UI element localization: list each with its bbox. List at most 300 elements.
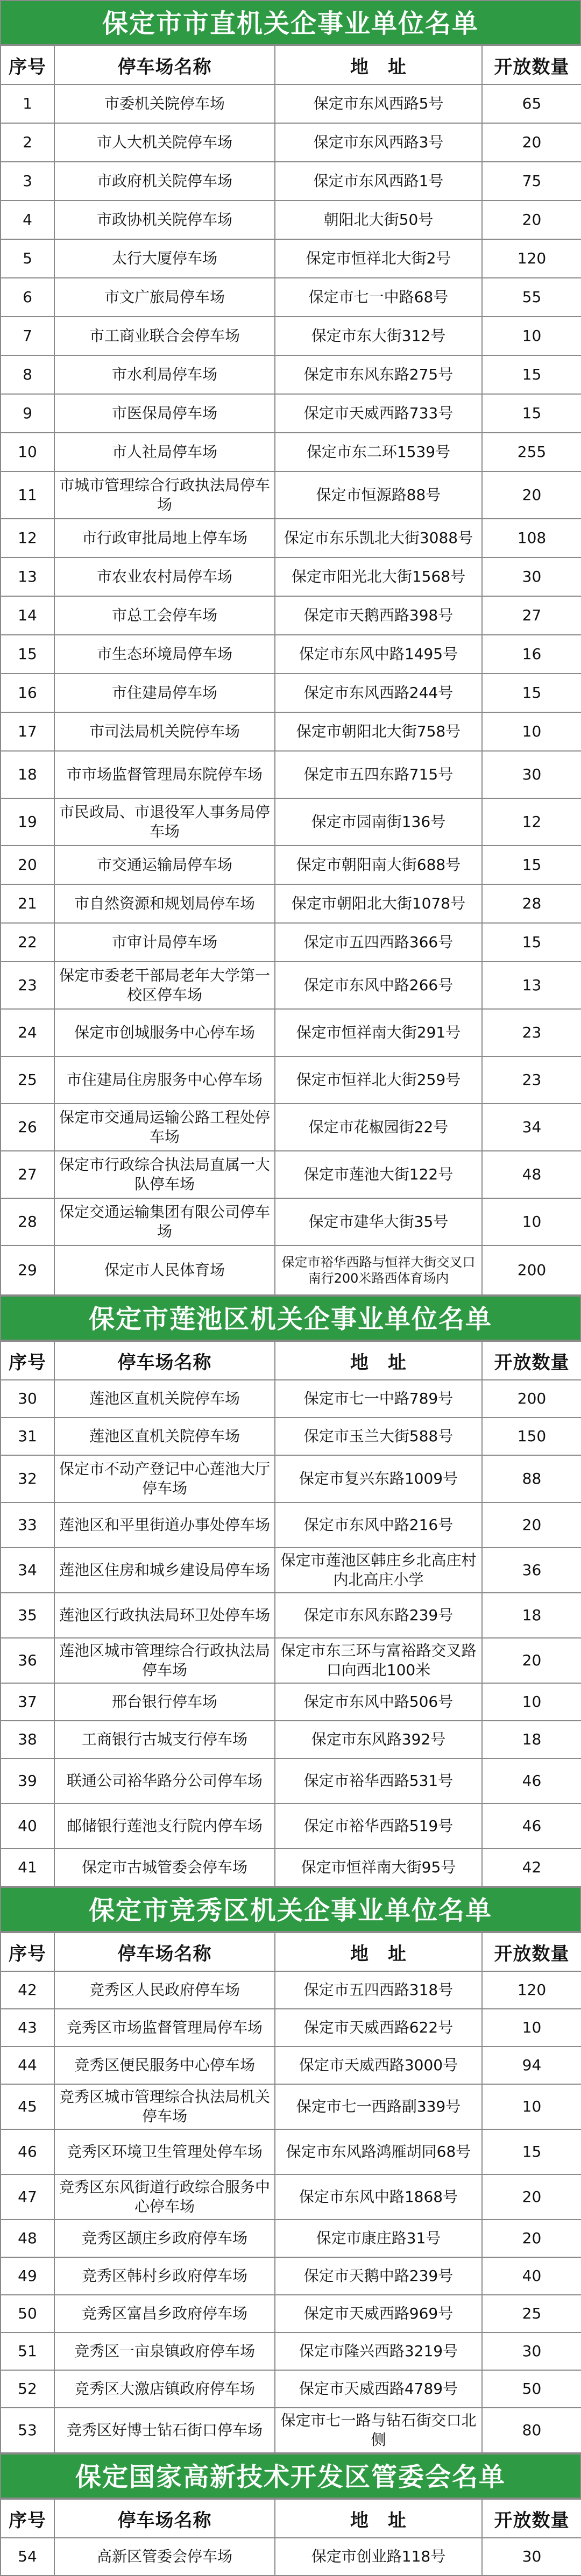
column-header-no: 序号 (1, 1933, 54, 1971)
parking-lot-address: 保定市恒祥南大街95号 (275, 1849, 482, 1886)
parking-lot-name: 竞秀区东风街道行政综合服务中心停车场 (54, 2174, 275, 2220)
table-row (1, 2408, 581, 2453)
table-row (1, 433, 581, 471)
table-row (1, 2047, 581, 2084)
column-header-no: 序号 (1, 2499, 54, 2538)
header-row (1, 1933, 581, 1971)
column-header-address: 地 址 (275, 2499, 482, 2538)
row-number: 22 (1, 923, 54, 962)
parking-lot-name: 保定市交通局运输公路工程处停车场 (54, 1104, 275, 1151)
parking-lot-name: 市审计局停车场 (54, 923, 275, 962)
row-number: 21 (1, 884, 54, 923)
row-number: 4 (1, 201, 54, 239)
parking-lot-name: 保定市不动产登记中心莲池大厅停车场 (54, 1455, 275, 1502)
open-spaces-count: 20 (482, 201, 581, 239)
open-spaces-count: 10 (482, 1683, 581, 1721)
row-number: 13 (1, 557, 54, 596)
table-row (1, 2084, 581, 2129)
open-spaces-count: 255 (482, 433, 581, 471)
parking-lot-address: 保定市玉兰大街588号 (275, 1418, 482, 1455)
open-spaces-count: 108 (482, 519, 581, 557)
column-header-name: 停车场名称 (54, 2499, 275, 2538)
parking-lot-address: 保定市天威西路969号 (275, 2295, 482, 2332)
open-spaces-count: 15 (482, 674, 581, 712)
row-number: 28 (1, 1198, 54, 1246)
table-row (1, 317, 581, 355)
parking-lot-address: 保定市裕华西路519号 (275, 1804, 482, 1849)
table-row (1, 1009, 581, 1056)
parking-lot-address: 保定市东三环与富裕路交叉路口向西北100米 (275, 1638, 482, 1683)
open-spaces-count: 80 (482, 2408, 581, 2453)
open-spaces-count: 120 (482, 239, 581, 278)
table-row (1, 884, 581, 923)
parking-lot-address: 保定市朝阳北大街1078号 (275, 884, 482, 923)
row-number: 14 (1, 596, 54, 635)
open-spaces-count: 12 (482, 798, 581, 846)
parking-lot-name: 太行大厦停车场 (54, 239, 275, 278)
open-spaces-count: 30 (482, 557, 581, 596)
row-number: 25 (1, 1056, 54, 1104)
parking-lot-name: 市市场监督管理局东院停车场 (54, 751, 275, 798)
row-number: 19 (1, 798, 54, 846)
parking-lot-address: 保定市东风东路239号 (275, 1593, 482, 1638)
section-title: 保定市竞秀区机关企事业单位名单 (0, 1887, 581, 1932)
parking-lot-name: 联通公司裕华路分公司停车场 (54, 1758, 275, 1804)
table-row (1, 471, 581, 519)
row-number: 35 (1, 1593, 54, 1638)
parking-lot-address: 保定市康庄路31号 (275, 2220, 482, 2257)
parking-lot-name: 竞秀区人民政府停车场 (54, 1971, 275, 2009)
column-header-count: 开放数量 (482, 1933, 581, 1971)
parking-lot-address: 保定市七一中路68号 (275, 278, 482, 317)
parking-lot-name: 市医保局停车场 (54, 394, 275, 433)
table-row (1, 394, 581, 433)
parking-lot-name: 市司法局机关院停车场 (54, 712, 275, 751)
parking-lot-name: 竞秀区便民服务中心停车场 (54, 2047, 275, 2084)
column-header-name: 停车场名称 (54, 1933, 275, 1971)
table-row (1, 674, 581, 712)
open-spaces-count: 65 (482, 84, 581, 123)
table-row (1, 1455, 581, 1502)
column-header-name: 停车场名称 (54, 46, 275, 84)
parking-lot-address: 保定市恒祥北大街259号 (275, 1056, 482, 1104)
section-3 (0, 1887, 581, 2453)
row-number: 39 (1, 1758, 54, 1804)
open-spaces-count: 20 (482, 123, 581, 162)
section-title: 保定市莲池区机关企事业单位名单 (0, 1296, 581, 1341)
parking-lot-name: 工商银行古城支行停车场 (54, 1721, 275, 1758)
open-spaces-count: 23 (482, 1056, 581, 1104)
parking-lot-name: 市城市管理综合行政执法局停车场 (54, 471, 275, 519)
open-spaces-count: 10 (482, 2009, 581, 2047)
parking-lot-address: 保定市东风西路5号 (275, 84, 482, 123)
parking-lot-name: 市人大机关院停车场 (54, 123, 275, 162)
parking-lot-address: 保定市七一西路副339号 (275, 2084, 482, 2129)
row-number: 3 (1, 162, 54, 201)
parking-lot-address: 保定市裕华西路与恒祥大街交叉口南行200米路西体育场内 (275, 1246, 482, 1295)
row-number: 8 (1, 355, 54, 394)
table-row (1, 2538, 581, 2575)
parking-lot-address: 保定市东风中路216号 (275, 1502, 482, 1548)
row-number: 1 (1, 84, 54, 123)
parking-lot-name: 莲池区和平里街道办事处停车场 (54, 1502, 275, 1548)
open-spaces-count: 30 (482, 2332, 581, 2370)
parking-lot-address: 保定市五四东路715号 (275, 751, 482, 798)
section-2 (0, 1296, 581, 1887)
parking-lot-address: 保定市七一路与钻石街交口北侧 (275, 2408, 482, 2453)
open-spaces-count: 55 (482, 278, 581, 317)
table-row (1, 1104, 581, 1151)
table-row (1, 1721, 581, 1758)
row-number: 44 (1, 2047, 54, 2084)
table-row (1, 596, 581, 635)
parking-lot-name: 竞秀区城市管理综合执法局机关停车场 (54, 2084, 275, 2129)
row-number: 52 (1, 2370, 54, 2408)
row-number: 45 (1, 2084, 54, 2129)
table-row (1, 962, 581, 1009)
open-spaces-count: 30 (482, 2538, 581, 2575)
section-title: 保定市市直机关企事业单位名单 (0, 0, 581, 45)
parking-lot-name: 竞秀区大激店镇政府停车场 (54, 2370, 275, 2408)
row-number: 2 (1, 123, 54, 162)
table-row (1, 1198, 581, 1246)
open-spaces-count: 18 (482, 1721, 581, 1758)
table-row (1, 2332, 581, 2370)
parking-lot-name: 市工商业联合会停车场 (54, 317, 275, 355)
parking-lot-name: 保定市行政综合执法局直属一大队停车场 (54, 1151, 275, 1198)
row-number: 43 (1, 2009, 54, 2047)
open-spaces-count: 50 (482, 2370, 581, 2408)
parking-lot-name: 市文广旅局停车场 (54, 278, 275, 317)
parking-lot-address: 保定市隆兴西路3219号 (275, 2332, 482, 2370)
parking-lot-address: 保定市东风西路1号 (275, 162, 482, 201)
table-row (1, 2220, 581, 2257)
open-spaces-count: 15 (482, 394, 581, 433)
parking-table (0, 1932, 581, 2453)
parking-lot-name: 市委机关院停车场 (54, 84, 275, 123)
open-spaces-count: 16 (482, 635, 581, 674)
open-spaces-count: 34 (482, 1104, 581, 1151)
parking-lot-name: 莲池区行政执法局环卫处停车场 (54, 1593, 275, 1638)
parking-lot-name: 保定市人民体育场 (54, 1246, 275, 1295)
parking-lot-address: 保定市朝阳南大街688号 (275, 846, 482, 884)
open-spaces-count: 15 (482, 355, 581, 394)
table-row (1, 2370, 581, 2408)
open-spaces-count: 20 (482, 2220, 581, 2257)
table-row (1, 2174, 581, 2220)
table-row (1, 1418, 581, 1455)
column-header-address: 地 址 (275, 46, 482, 84)
open-spaces-count: 23 (482, 1009, 581, 1056)
parking-lot-address: 保定市恒源路88号 (275, 471, 482, 519)
row-number: 17 (1, 712, 54, 751)
parking-lot-name: 高新区管委会停车场 (54, 2538, 275, 2575)
table-row (1, 2009, 581, 2047)
open-spaces-count: 30 (482, 751, 581, 798)
column-header-address: 地 址 (275, 1341, 482, 1380)
row-number: 10 (1, 433, 54, 471)
column-header-address: 地 址 (275, 1933, 482, 1971)
table-row (1, 923, 581, 962)
open-spaces-count: 10 (482, 317, 581, 355)
open-spaces-count: 36 (482, 1548, 581, 1593)
parking-lot-name: 竞秀区好博士钻石街口停车场 (54, 2408, 275, 2453)
table-row (1, 635, 581, 674)
parking-lot-name: 保定市委老干部局老年大学第一校区停车场 (54, 962, 275, 1009)
parking-lot-name: 竞秀区颉庄乡政府停车场 (54, 2220, 275, 2257)
parking-lot-name: 市人社局停车场 (54, 433, 275, 471)
table-row (1, 557, 581, 596)
column-header-name: 停车场名称 (54, 1341, 275, 1380)
open-spaces-count: 27 (482, 596, 581, 635)
header-row (1, 46, 581, 84)
table-row (1, 1502, 581, 1548)
row-number: 18 (1, 751, 54, 798)
parking-lot-address: 保定市东风东路275号 (275, 355, 482, 394)
table-row (1, 1849, 581, 1886)
section-title: 保定国家高新技术开发区管委会名单 (0, 2453, 581, 2499)
column-header-no: 序号 (1, 46, 54, 84)
table-row (1, 751, 581, 798)
row-number: 31 (1, 1418, 54, 1455)
row-number: 38 (1, 1721, 54, 1758)
table-row (1, 2129, 581, 2174)
open-spaces-count: 88 (482, 1455, 581, 1502)
open-spaces-count: 10 (482, 2084, 581, 2129)
row-number: 46 (1, 2129, 54, 2174)
parking-lot-address: 保定市朝阳北大街758号 (275, 712, 482, 751)
header-row (1, 2499, 581, 2538)
parking-lot-address: 保定市天威西路3000号 (275, 2047, 482, 2084)
table-row (1, 1683, 581, 1721)
column-header-no: 序号 (1, 1341, 54, 1380)
parking-lot-name: 市政协机关院停车场 (54, 201, 275, 239)
row-number: 34 (1, 1548, 54, 1593)
parking-lot-name: 市农业农村局停车场 (54, 557, 275, 596)
parking-lot-name: 市生态环境局停车场 (54, 635, 275, 674)
table-row (1, 1593, 581, 1638)
open-spaces-count: 150 (482, 1418, 581, 1455)
parking-lot-name: 市交通运输局停车场 (54, 846, 275, 884)
open-spaces-count: 200 (482, 1246, 581, 1295)
parking-lot-address: 保定市天威西路733号 (275, 394, 482, 433)
table-row (1, 239, 581, 278)
parking-lot-address: 保定市五四西路366号 (275, 923, 482, 962)
row-number: 36 (1, 1638, 54, 1683)
parking-lot-address: 保定市建华大街35号 (275, 1198, 482, 1246)
parking-lot-name: 市住建局住房服务中心停车场 (54, 1056, 275, 1104)
row-number: 6 (1, 278, 54, 317)
table-row (1, 712, 581, 751)
parking-lot-address: 保定市东风中路506号 (275, 1683, 482, 1721)
row-number: 48 (1, 2220, 54, 2257)
parking-lot-address: 保定市天威西路622号 (275, 2009, 482, 2047)
row-number: 5 (1, 239, 54, 278)
parking-lot-address: 保定市五四西路318号 (275, 1971, 482, 2009)
row-number: 53 (1, 2408, 54, 2453)
table-row (1, 1971, 581, 2009)
column-header-count: 开放数量 (482, 2499, 581, 2538)
row-number: 16 (1, 674, 54, 712)
parking-lot-name: 竞秀区一亩泉镇政府停车场 (54, 2332, 275, 2370)
table-row (1, 162, 581, 201)
parking-lot-address: 保定市东风路392号 (275, 1721, 482, 1758)
parking-lot-address: 保定市天威西路4789号 (275, 2370, 482, 2408)
table-row (1, 1380, 581, 1418)
open-spaces-count: 75 (482, 162, 581, 201)
parking-lot-address: 保定市东二环1539号 (275, 433, 482, 471)
parking-lot-address: 保定市七一中路789号 (275, 1380, 482, 1418)
parking-lot-name: 市水利局停车场 (54, 355, 275, 394)
open-spaces-count: 42 (482, 1849, 581, 1886)
row-number: 24 (1, 1009, 54, 1056)
parking-lot-name: 市住建局停车场 (54, 674, 275, 712)
row-number: 27 (1, 1151, 54, 1198)
parking-lot-name: 竞秀区环境卫生管理处停车场 (54, 2129, 275, 2174)
parking-lot-address: 保定市花椒园街22号 (275, 1104, 482, 1151)
parking-lot-name: 邮储银行莲池支行院内停车场 (54, 1804, 275, 1849)
parking-lot-address: 保定市东风路鸿雁胡同68号 (275, 2129, 482, 2174)
parking-lot-name: 竞秀区韩村乡政府停车场 (54, 2257, 275, 2295)
table-row (1, 1638, 581, 1683)
parking-lot-address: 保定市莲池区韩庄乡北高庄村内北高庄小学 (275, 1548, 482, 1593)
open-spaces-count: 20 (482, 1502, 581, 1548)
table-row (1, 123, 581, 162)
row-number: 37 (1, 1683, 54, 1721)
row-number: 32 (1, 1455, 54, 1502)
parking-lot-address: 保定市东风中路266号 (275, 962, 482, 1009)
open-spaces-count: 200 (482, 1380, 581, 1418)
parking-lot-address: 保定市天鹅中路239号 (275, 2257, 482, 2295)
parking-lot-name: 保定市古城管委会停车场 (54, 1849, 275, 1886)
row-number: 47 (1, 2174, 54, 2220)
open-spaces-count: 25 (482, 2295, 581, 2332)
row-number: 20 (1, 846, 54, 884)
table-row (1, 278, 581, 317)
parking-lot-address: 保定市裕华西路531号 (275, 1758, 482, 1804)
parking-lot-name: 莲池区住房和城乡建设局停车场 (54, 1548, 275, 1593)
section-4 (0, 2453, 581, 2576)
row-number: 41 (1, 1849, 54, 1886)
parking-lot-address: 保定市阳光北大街1568号 (275, 557, 482, 596)
row-number: 50 (1, 2295, 54, 2332)
parking-lot-name: 保定市创城服务中心停车场 (54, 1009, 275, 1056)
open-spaces-count: 15 (482, 923, 581, 962)
table-row (1, 355, 581, 394)
parking-lot-address: 保定市恒祥南大街291号 (275, 1009, 482, 1056)
row-number: 51 (1, 2332, 54, 2370)
parking-lot-name: 市总工会停车场 (54, 596, 275, 635)
open-spaces-count: 46 (482, 1804, 581, 1849)
parking-lot-address: 保定市东乐凯北大街3088号 (275, 519, 482, 557)
parking-lot-name: 保定交通运输集团有限公司停车场 (54, 1198, 275, 1246)
open-spaces-count: 48 (482, 1151, 581, 1198)
row-number: 15 (1, 635, 54, 674)
parking-lot-address: 保定市复兴东路1009号 (275, 1455, 482, 1502)
parking-lot-address: 保定市东风西路244号 (275, 674, 482, 712)
open-spaces-count: 46 (482, 1758, 581, 1804)
table-row (1, 2295, 581, 2332)
open-spaces-count: 18 (482, 1593, 581, 1638)
parking-table (0, 45, 581, 1296)
table-row (1, 201, 581, 239)
parking-lot-name: 邢台银行停车场 (54, 1683, 275, 1721)
parking-lot-address: 朝阳北大街50号 (275, 201, 482, 239)
parking-lot-address: 保定市东风中路1495号 (275, 635, 482, 674)
table-row (1, 84, 581, 123)
parking-lot-address: 保定市东风中路1868号 (275, 2174, 482, 2220)
parking-lot-address: 保定市东风西路3号 (275, 123, 482, 162)
row-number: 42 (1, 1971, 54, 2009)
parking-lot-address: 保定市天鹅西路398号 (275, 596, 482, 635)
parking-lot-address: 保定市恒祥北大街2号 (275, 239, 482, 278)
open-spaces-count: 15 (482, 846, 581, 884)
header-row (1, 1341, 581, 1380)
table-row (1, 1758, 581, 1804)
parking-lot-name: 莲池区直机关院停车场 (54, 1380, 275, 1418)
parking-lot-name: 竞秀区富昌乡政府停车场 (54, 2295, 275, 2332)
row-number: 29 (1, 1246, 54, 1295)
parking-lot-name: 市自然资源和规划局停车场 (54, 884, 275, 923)
parking-lot-address: 保定市园南街136号 (275, 798, 482, 846)
table-row (1, 2257, 581, 2295)
open-spaces-count: 20 (482, 471, 581, 519)
open-spaces-count: 15 (482, 2129, 581, 2174)
row-number: 26 (1, 1104, 54, 1151)
open-spaces-count: 94 (482, 2047, 581, 2084)
parking-lot-name: 莲池区直机关院停车场 (54, 1418, 275, 1455)
open-spaces-count: 20 (482, 2174, 581, 2220)
row-number: 12 (1, 519, 54, 557)
parking-lot-name: 竞秀区市场监督管理局停车场 (54, 2009, 275, 2047)
table-row (1, 1804, 581, 1849)
table-row (1, 1548, 581, 1593)
table-row (1, 519, 581, 557)
column-header-count: 开放数量 (482, 1341, 581, 1380)
row-number: 40 (1, 1804, 54, 1849)
open-spaces-count: 120 (482, 1971, 581, 2009)
table-row (1, 798, 581, 846)
open-spaces-count: 10 (482, 1198, 581, 1246)
table-row (1, 1056, 581, 1104)
parking-lot-name: 莲池区城市管理综合行政执法局停车场 (54, 1638, 275, 1683)
open-spaces-count: 13 (482, 962, 581, 1009)
row-number: 54 (1, 2538, 54, 2575)
row-number: 9 (1, 394, 54, 433)
parking-lot-address: 保定市东大街312号 (275, 317, 482, 355)
row-number: 30 (1, 1380, 54, 1418)
row-number: 49 (1, 2257, 54, 2295)
row-number: 11 (1, 471, 54, 519)
open-spaces-count: 40 (482, 2257, 581, 2295)
parking-lot-address: 保定市莲池大街122号 (275, 1151, 482, 1198)
row-number: 33 (1, 1502, 54, 1548)
column-header-count: 开放数量 (482, 46, 581, 84)
row-number: 23 (1, 962, 54, 1009)
parking-lot-name: 市民政局、市退役军人事务局停车场 (54, 798, 275, 846)
parking-lot-name: 市行政审批局地上停车场 (54, 519, 275, 557)
table-row (1, 1151, 581, 1198)
parking-table (0, 1341, 581, 1887)
row-number: 7 (1, 317, 54, 355)
parking-lot-name: 市政府机关院停车场 (54, 162, 275, 201)
table-row (1, 1246, 581, 1295)
table-row (1, 846, 581, 884)
open-spaces-count: 10 (482, 712, 581, 751)
parking-lot-address: 保定市创业路118号 (275, 2538, 482, 2575)
parking-table (0, 2499, 581, 2576)
open-spaces-count: 20 (482, 1638, 581, 1683)
